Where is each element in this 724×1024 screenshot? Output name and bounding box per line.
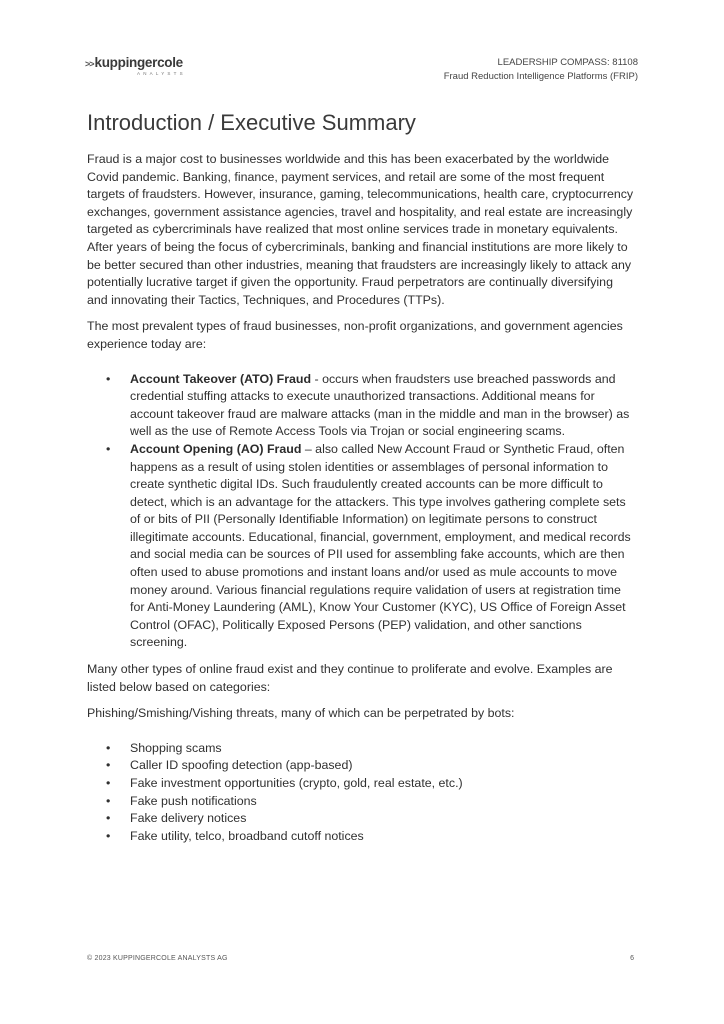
fraud-types-intro: The most prevalent types of fraud businesses, non-profit organizations, and government agencies experience today are: [87,319,623,351]
logo-text: kuppingercole [94,55,183,70]
page-number: 6 [630,955,634,962]
bullet-icon: • [106,441,111,456]
phishing-list [87,740,637,846]
other-fraud-paragraph: Many other types of online fraud exist and they continue to proliferate and evolve. Examples are listed below based on categories: [87,662,613,694]
bullet-icon: • [106,740,111,755]
list-item: • Fake delivery notices [87,810,637,828]
fraud-type-description: - occurs when fraudsters use breached passwords and credential stuffing attacks to execute unauthorized transactions. Additional means for account takeover fraud are malware attacks (man in the middle and man in the browser) as well as the use of Remote Access Tools via Trojan or social engineering scams. [130,371,630,439]
bullet-icon: • [106,776,111,790]
list-item [87,441,637,652]
body-content [87,151,637,854]
fraud-types-list [87,371,637,653]
company-logo [85,56,186,77]
document-header [444,56,638,84]
intro-paragraph: Fraud is a major cost to businesses worldwide and this has been exacerbated by the worldwide Covid pandemic. Banking, finance, payment services, and retail are some of the most frequent targets of fraudsters. However, insurance, gaming, telecommunications, health care, cryptocurrency exchanges, government assistance agencies, travel and hospitality, and real estate are increasingly targeted as cybercriminals have realized that most online services trade in monetary equivalents. After years of being the focus of cybercriminals, banking and financial institutions are more likely to be better secured than other industries, meaning that fraudsters are increasingly likely to attack any potentially lucrative target if given the opportunity. Fraud perpetrators are continually diversifying and innovating their Tactics, Techniques, and Procedures (TTPs). [87,152,634,307]
list-item: • Shopping scams [87,740,637,758]
fraud-type-description: – also called New Account Fraud or Synthetic Fraud, often happens as a result of using stolen identities or assemblages of personal information to create synthetic digital IDs. Such fraudulently created accounts can be more difficult to detect, which is an advantage for the attackers. This type involves gathering complete sets of or bits of PII (Personally Identifiable Information) on legitimate persons to construct illegitimate accounts. Educational, financial, government, employment, and medical records and social media can be sources of PII used for assembling fake accounts, which are then often used to abuse promotions and instant loans and/or used as mule accounts to move money around. Various financial regulations require validation of users at registration time for Anti-Money Laundering (AML), Know Your Customer (KYC), US Office of Foreign Asset Control (OFAC), Politically Exposed Persons (PEP) validation, and other sanctions screening. [130,441,631,650]
logo-subtext: ANALYSTS [137,71,186,76]
compass-id: LEADERSHIP COMPASS: 81108 [497,57,638,68]
footer-copyright: © 2023 KUPPINGERCOLE ANALYSTS AG [87,955,228,962]
bullet-icon: • [106,811,111,826]
bullet-icon: • [106,828,111,843]
list-item [87,371,637,441]
fraud-type-term: Account Opening (AO) Fraud [130,441,302,456]
page-title: Introduction / Executive Summary [87,110,416,135]
logo-mark-icon: >> [85,59,94,69]
list-item: • Fake push notifications [87,793,637,811]
fraud-type-term: Account Takeover (ATO) Fraud [130,371,312,386]
bullet-icon: • [106,758,111,773]
phishing-intro: Phishing/Smishing/Vishing threats, many of which can be perpetrated by bots: [87,706,515,721]
list-item: • Fake investment opportunities (crypto, gold, real estate, etc.) [87,775,637,793]
bullet-icon: • [106,371,111,386]
list-item: • Fake utility, telco, broadband cutoff notices [87,828,637,846]
logo-wordmark [85,56,186,71]
bullet-icon: • [106,793,111,808]
list-item: • Caller ID spoofing detection (app-based) [87,757,637,775]
document-subtitle: Fraud Reduction Intelligence Platforms (FRIP) [443,71,638,82]
